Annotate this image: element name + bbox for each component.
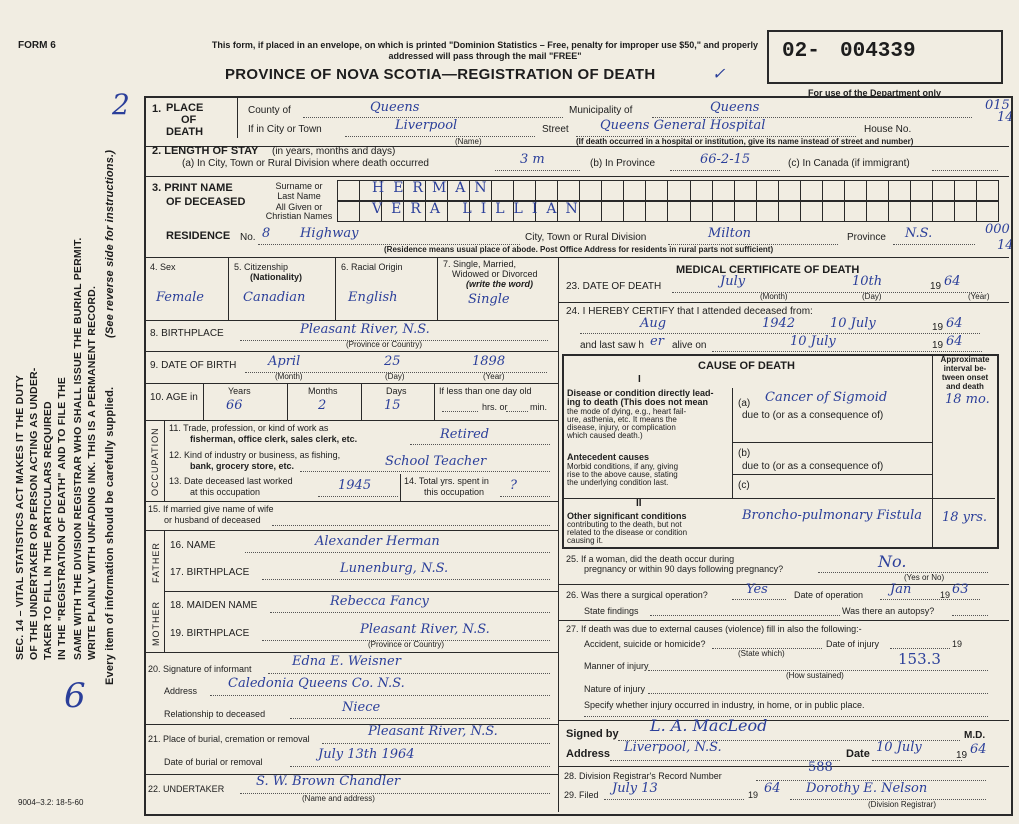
- disease-label6: which caused death.): [567, 431, 643, 440]
- attended-from: Aug: [640, 316, 667, 331]
- age-months: 2: [318, 398, 327, 413]
- hrs-line: [442, 411, 478, 412]
- cause-a-label: (a): [738, 398, 751, 409]
- informant-address-label: Address: [164, 686, 198, 696]
- interval-label3: tween onset: [941, 373, 989, 382]
- interval-label2: interval be-: [943, 364, 987, 373]
- row-divider-5: [144, 351, 558, 352]
- death-day-caption: (Day): [862, 292, 882, 301]
- total-label1: 14. Total yrs. spent in: [404, 476, 489, 486]
- residence-city-label: City, Town or Rural Division: [525, 232, 647, 243]
- alive-on-label: alive on: [672, 340, 707, 351]
- stay-a-label: (a) In City, Town or Rural Division where death occurred: [182, 158, 429, 169]
- relationship-label: Relationship to deceased: [164, 709, 266, 719]
- undertaker-value: S. W. Brown Chandler: [256, 774, 401, 789]
- interval-label1: Approximate: [940, 355, 990, 364]
- street-label: Street: [542, 124, 569, 135]
- margin-mark: 2: [112, 88, 130, 121]
- cause-inner-divider: [732, 388, 733, 498]
- spouse-line: [272, 525, 550, 526]
- op-year: 63: [952, 582, 969, 597]
- signed-label: Signed by: [566, 728, 619, 740]
- autopsy-line: [952, 615, 988, 616]
- state-which: (State which): [738, 649, 785, 658]
- form-title: PROVINCE OF NOVA SCOTIA—REGISTRATION OF DEATH: [225, 66, 656, 83]
- dept-code-015: 015: [985, 98, 1010, 113]
- undertaker-line: [240, 793, 550, 794]
- certify-label: 24. I HEREBY CERTIFY that I attended deceased from:: [566, 306, 813, 317]
- residence-no-label: No.: [240, 232, 256, 243]
- section-1: I: [638, 374, 641, 385]
- med-divider-5: [558, 766, 1009, 767]
- stay-label: 2. LENGTH OF STAY: [152, 145, 259, 157]
- cause-c-label: (c): [738, 480, 750, 491]
- burial-date: July 13th 1964: [318, 747, 415, 762]
- medical-heading: MEDICAL CERTIFICATE OF DEATH: [676, 264, 860, 276]
- antecedent-label2: Morbid conditions, if any, giving: [567, 462, 679, 471]
- citizenship-label: 5. Citizenship: [234, 262, 289, 272]
- father-bp: Lunenburg, N.S.: [340, 561, 449, 576]
- given-label1: All Given or: [275, 202, 323, 212]
- age-in: in: [190, 392, 198, 403]
- age-days: 15: [384, 398, 401, 413]
- burial-date-line: [290, 766, 550, 767]
- stay-a-value: 3 m: [520, 152, 545, 167]
- stay-sub: (in years, months and days): [272, 146, 396, 157]
- death-year-caption: (Year): [968, 292, 990, 301]
- industry-value: School Teacher: [385, 454, 487, 469]
- registration-number: 004339: [840, 40, 916, 63]
- occupation-vlabel: OCCUPATION: [150, 427, 160, 496]
- trade-value: Retired: [440, 427, 490, 442]
- record-label: 28. Division Registrar's Record Number: [564, 771, 722, 781]
- residence-street: Highway: [300, 226, 359, 241]
- death-date-line: [672, 292, 982, 293]
- marital-label2: Widowed or Divorced: [452, 269, 538, 279]
- nature-label: Nature of injury: [584, 684, 646, 694]
- side-text-line7b: (See reverse side for instructions.): [104, 149, 116, 338]
- dept-code-14b: 14: [997, 238, 1014, 253]
- father-vlabel: FATHER: [151, 542, 161, 583]
- residence-no: 8: [262, 226, 271, 241]
- mother-bp-caption: (Province or Country): [368, 640, 445, 649]
- city-value: Liverpool: [395, 118, 458, 133]
- citizenship-value: Canadian: [243, 290, 306, 305]
- last-worked-line: [318, 496, 398, 497]
- undertaker-label: 22. UNDERTAKER: [148, 784, 225, 794]
- min-line: [506, 411, 528, 412]
- filed-line: [604, 799, 744, 800]
- cause-b-label: (b): [738, 448, 751, 459]
- total-line: [500, 496, 550, 497]
- total-div: [400, 474, 401, 501]
- department-use-label: For use of the Department only: [808, 88, 942, 98]
- trade-line: [410, 444, 550, 445]
- informant-sig-line: [268, 673, 550, 674]
- death-month: July: [720, 274, 746, 289]
- cause-heading: CAUSE OF DEATH: [698, 360, 795, 372]
- stay-c-line: [932, 170, 998, 171]
- stay-c-label: (c) In Canada (if immigrant): [788, 158, 910, 169]
- attended-to: 10 July: [830, 316, 876, 331]
- how-sustained: (How sustained): [786, 671, 844, 680]
- other-label1: Other significant conditions: [567, 511, 687, 521]
- record-number: 588: [808, 760, 833, 775]
- dob-year-caption: (Year): [483, 372, 505, 381]
- other-value: Broncho-pulmonary Fistula: [742, 508, 923, 523]
- personal-div-3: [437, 257, 438, 320]
- city-label: If in City or Town: [248, 124, 322, 135]
- woman-line: [818, 572, 988, 573]
- father-bp-label: 17. BIRTHPLACE: [170, 567, 250, 578]
- last-saw-value: 10 July: [790, 334, 836, 349]
- dob-month: April: [268, 354, 301, 369]
- attended-year-prefix: 19: [932, 322, 944, 333]
- father-bp-line: [262, 579, 550, 580]
- place-label3: DEATH: [166, 126, 204, 138]
- interval-divider: [932, 354, 933, 547]
- father-name-label: 16. NAME: [170, 540, 216, 551]
- side-text-line5: SAME WITH THE DIVISION REGISTRAR WHO SHALL ISSUE THE BURIAL PERMIT.: [72, 237, 84, 660]
- age-div-3: [361, 383, 362, 420]
- municipality-label: Municipality of: [569, 105, 633, 116]
- antecedent-label1: Antecedent causes: [567, 452, 650, 462]
- side-text-line2: OF THE UNDERTAKER OR PERSON ACTING AS UNDER-: [28, 367, 40, 660]
- attended-line: [580, 333, 980, 334]
- mother-vlabel: MOTHER: [151, 601, 161, 646]
- med-divider-3: [558, 620, 1009, 621]
- last-saw-year: 64: [946, 334, 963, 349]
- surgical-label: 26. Was there a surgical operation?: [566, 590, 708, 600]
- spouse-label2: or husband of deceased: [164, 515, 261, 525]
- disease-label4: ure, asthenia, etc. It means the: [567, 415, 677, 424]
- informant-address-line: [210, 695, 550, 696]
- filed-value: July 13: [612, 781, 658, 796]
- other-label3: related to the disease or condition: [567, 528, 688, 537]
- row-divider-4: [144, 320, 558, 321]
- other-interval: 18 yrs.: [942, 510, 988, 525]
- specify-line: [584, 716, 988, 717]
- death-year: 64: [944, 274, 961, 289]
- last-saw-line: [712, 351, 982, 352]
- signed-value: L. A. MacLeod: [650, 716, 768, 735]
- filed-year: 64: [764, 781, 781, 796]
- hrs-label: hrs. or: [482, 402, 508, 412]
- attended-from-year: 1942: [762, 316, 796, 331]
- marital-label1: 7. Single, Married,: [443, 259, 517, 269]
- cause-a-value: Cancer of Sigmoid: [765, 390, 888, 405]
- dept-code-14a: 14: [997, 110, 1014, 125]
- injury-year-prefix: 19: [952, 639, 963, 649]
- years-label: Years: [228, 386, 251, 396]
- surname-value: HERMAN: [372, 180, 496, 196]
- med-address: Liverpool, N.S.: [624, 740, 722, 755]
- med-address-label: Address: [566, 748, 611, 760]
- residence-city: Milton: [708, 226, 752, 241]
- relationship-value: Niece: [342, 700, 381, 715]
- dob-label: 9. DATE OF BIRTH: [150, 360, 237, 371]
- side-text-line6: WRITE PLAINLY WITH UNFADING INK. THIS IS A PERMANENT RECORD.: [86, 285, 98, 660]
- birthplace-label: 8. BIRTHPLACE: [150, 328, 224, 339]
- sex-value: Female: [156, 290, 204, 305]
- other-label4: causing it.: [567, 536, 604, 545]
- racial-value: English: [348, 290, 398, 305]
- manner-code: 153.3: [898, 650, 941, 668]
- residence-province-label: Province: [847, 232, 886, 243]
- mail-notice: This form, if placed in an envelope, on which is printed "Dominion Statistics – Free, penalty for improper use $50," and properly addressed will pass through the mail "FREE": [211, 40, 759, 61]
- registration-prefix: 02-: [782, 40, 820, 63]
- last-saw-label: and last saw h: [580, 340, 644, 351]
- op-date-label: Date of operation: [794, 590, 864, 600]
- given-value: VERA LILLIAN: [372, 201, 587, 217]
- city-line: [345, 136, 535, 137]
- row-divider-2: [144, 176, 1009, 177]
- row-divider-3: [144, 257, 1009, 258]
- informant-address: Caledonia Queens Co. N.S.: [228, 676, 405, 691]
- death-day: 10th: [852, 274, 883, 289]
- father-name-line: [245, 552, 550, 553]
- name-label1: 3. PRINT NAME: [152, 182, 233, 194]
- row-divider-6: [144, 383, 558, 384]
- disease-label1: Disease or condition directly lead-: [567, 388, 714, 398]
- nature-line: [648, 693, 988, 694]
- burial-date-label: Date of burial or removal: [164, 757, 263, 767]
- dept-code-000: 000: [985, 222, 1010, 237]
- trade-label1: 11. Trade, profession, or kind of work as: [169, 423, 329, 433]
- lt-day-label: If less than one day old: [439, 386, 532, 396]
- antecedent-label3: rise to the above cause, stating: [567, 470, 678, 479]
- house-label: House No.: [864, 124, 912, 135]
- residence-province: N.S.: [905, 226, 933, 241]
- trade-label2: fisherman, office clerk, sales clerk, etc.: [190, 434, 358, 444]
- residence-label: RESIDENCE: [166, 230, 231, 242]
- racial-label: 6. Racial Origin: [341, 262, 403, 272]
- other-label2: contributing to the death, but not: [567, 520, 682, 529]
- op-date-line: [880, 599, 980, 600]
- total-label2: this occupation: [424, 487, 485, 497]
- birthplace-value: Pleasant River, N.S.: [300, 322, 430, 337]
- injury-date-line: [890, 648, 950, 649]
- row-divider-7: [144, 420, 558, 421]
- injury-date-label: Date of injury: [826, 639, 880, 649]
- external-label: 27. If death was due to external causes (violence) fill in also the following:-: [566, 624, 862, 634]
- surgical-line: [732, 599, 786, 600]
- med-divider-2: [558, 584, 1009, 585]
- age-label: 10. AGE: [150, 392, 188, 403]
- age-div-4: [434, 383, 435, 420]
- cause-a-interval: 18 mo.: [945, 392, 990, 407]
- industry-label1: 12. Kind of industry or business, as fishing,: [169, 450, 341, 460]
- last-worked-label2: at this occupation: [190, 487, 261, 497]
- filed-year-prefix: 19: [748, 790, 759, 800]
- place-divider: [237, 96, 238, 138]
- stay-b-label: (b) In Province: [590, 158, 656, 169]
- burial-place-line: [322, 743, 550, 744]
- surgical-value: Yes: [746, 582, 768, 597]
- registrar-signature: Dorothy E. Nelson: [806, 781, 928, 796]
- stay-a-line: [495, 170, 580, 171]
- state-findings-line: [650, 615, 840, 616]
- surname-label2: Last Name: [277, 191, 321, 201]
- last-saw-year-prefix: 19: [932, 340, 944, 351]
- months-label: Months: [308, 386, 338, 396]
- surname-label1: Surname or: [275, 181, 323, 191]
- section-2: II: [636, 498, 642, 509]
- med-address-line: [610, 760, 840, 761]
- informant-sig-label: 20. Signature of informant: [148, 664, 252, 674]
- filed-label: 29. Filed: [564, 790, 599, 800]
- father-name: Alexander Herman: [315, 534, 440, 549]
- cause-section2-top: [562, 498, 995, 499]
- specify-label: Specify whether injury occurred in industry, in home, or in public place.: [584, 700, 865, 710]
- place-num: 1.: [152, 103, 162, 115]
- cause-b-top: [732, 442, 932, 443]
- med-date: 10 July: [876, 740, 922, 755]
- municipality-value: Queens: [710, 100, 760, 115]
- county-label: County of: [248, 105, 291, 116]
- op-date: Jan: [890, 582, 912, 597]
- due-to-1: due to (or as a consequence of): [742, 410, 884, 421]
- city-name-caption: (Name): [455, 137, 482, 146]
- last-saw-her: er: [650, 334, 664, 349]
- residence-note: (Residence means usual place of abode. Post Office Address for residents in rural parts not sufficient): [384, 245, 774, 254]
- form-label: FORM 6: [18, 40, 56, 51]
- burial-place-label: 21. Place of burial, cremation or removal: [148, 734, 310, 744]
- margin-note: 6: [64, 676, 86, 716]
- form-code: 9004–3.2: 18-5-60: [18, 798, 84, 807]
- death-year-prefix: 19: [930, 281, 942, 292]
- med-year: 64: [970, 742, 987, 757]
- last-worked-label1: 13. Date deceased last worked: [169, 476, 293, 486]
- death-date-label: 23. DATE OF DEATH: [566, 281, 662, 292]
- due-to-2: due to (or as a consequence of): [742, 461, 884, 472]
- dob-year: 1898: [472, 354, 506, 369]
- mother-bp: Pleasant River, N.S.: [360, 622, 490, 637]
- column-divider: [558, 257, 559, 812]
- antecedent-label4: the underlying condition last.: [567, 478, 669, 487]
- side-text-line3: TAKER TO FILL IN THE PARTICULARS REQUIRED: [42, 401, 54, 660]
- woman-value: No.: [878, 552, 907, 571]
- registrar-caption: (Division Registrar): [868, 800, 937, 809]
- street-value: Queens General Hospital: [600, 118, 766, 133]
- manner-label: Manner of injury: [584, 661, 649, 671]
- mother-name-label: 18. MAIDEN NAME: [170, 600, 258, 611]
- woman-label2: pregnancy or within 90 days following pregnancy?: [584, 564, 784, 574]
- yes-no-caption: (Yes or No): [904, 573, 945, 582]
- woman-label1: 25. If a woman, did the death occur during: [566, 554, 735, 564]
- med-date-label: Date: [846, 748, 870, 760]
- op-year-prefix: 19: [940, 590, 951, 600]
- relationship-line: [290, 718, 550, 719]
- row-divider-10: [144, 652, 558, 653]
- med-divider-1: [558, 302, 1009, 303]
- med-divider-4: [558, 720, 1009, 721]
- interval-label4: and death: [946, 382, 984, 391]
- accident-label: Accident, suicide or homicide?: [584, 639, 706, 649]
- stay-b-value: 66-2-15: [700, 152, 751, 167]
- days-label: Days: [386, 386, 407, 396]
- min-label: min.: [530, 402, 548, 412]
- undertaker-caption: (Name and address): [302, 794, 375, 803]
- side-text-line7: Every item of information should be carefully supplied.: [104, 386, 116, 685]
- county-value: Queens: [370, 100, 420, 115]
- stay-b-line: [670, 170, 780, 171]
- personal-div-2: [335, 257, 336, 320]
- citizenship-sub: (Nationality): [250, 272, 303, 282]
- parent-divider: [164, 591, 558, 592]
- mother-bp-label: 19. BIRTHPLACE: [170, 628, 250, 639]
- industry-line: [300, 471, 550, 472]
- given-label2: Christian Names: [265, 211, 333, 221]
- disease-label5: disease, injury, or complication: [567, 423, 676, 432]
- dob-day-caption: (Day): [385, 372, 405, 381]
- total-value: ?: [510, 478, 517, 493]
- sex-label: 4. Sex: [150, 262, 176, 272]
- last-worked-value: 1945: [338, 478, 372, 493]
- hospital-note: (If death occurred in a hospital or institution, give its name instead of street and number): [576, 137, 914, 146]
- mother-name: Rebecca Fancy: [330, 594, 429, 609]
- place-label1: PLACE: [166, 102, 204, 114]
- age-div-2: [287, 383, 288, 420]
- autopsy-label: Was there an autopsy?: [842, 606, 935, 616]
- state-findings-label: State findings: [584, 606, 639, 616]
- mother-name-line: [270, 612, 550, 613]
- marital-label3: (write the word): [466, 279, 533, 289]
- industry-label2: bank, grocery store, etc.: [190, 461, 295, 471]
- md-label: M.D.: [964, 730, 986, 741]
- personal-div-1: [228, 257, 229, 320]
- attended-to-year: 64: [946, 316, 963, 331]
- age-years: 66: [226, 398, 243, 413]
- informant-sig: Edna E. Weisner: [292, 654, 401, 669]
- birthplace-caption: (Province or Country): [346, 340, 423, 349]
- marital-value: Single: [468, 292, 510, 307]
- name-label2: OF DECEASED: [166, 196, 246, 208]
- dob-day: 25: [384, 354, 401, 369]
- occupation-div: [164, 420, 165, 501]
- dob-month-caption: (Month): [275, 372, 303, 381]
- med-date-line: [872, 760, 962, 761]
- title-checkmark: ✓: [712, 64, 726, 83]
- row-divider-8: [144, 501, 558, 502]
- residence-province-line: [893, 244, 975, 245]
- row-divider-9: [144, 530, 558, 531]
- side-text-line1: SEC. 14 – VITAL STATISTICS ACT MAKES IT THE DUTY: [14, 375, 26, 660]
- cause-c-top: [732, 474, 932, 475]
- death-month-caption: (Month): [760, 292, 788, 301]
- disease-label2: ing to death (This does not mean: [567, 397, 709, 407]
- place-label2: OF: [181, 114, 197, 126]
- med-year-prefix: 19: [956, 750, 968, 761]
- age-div-1: [203, 383, 204, 420]
- spouse-label1: 15. If married give name of wife: [148, 504, 274, 514]
- burial-place: Pleasant River, N.S.: [368, 724, 498, 739]
- side-text-line4: IN THE "REGISTRATION OF DEATH" AND TO FILE THE: [56, 376, 68, 660]
- disease-label3: the mode of dying, e.g., heart fail-: [567, 407, 687, 416]
